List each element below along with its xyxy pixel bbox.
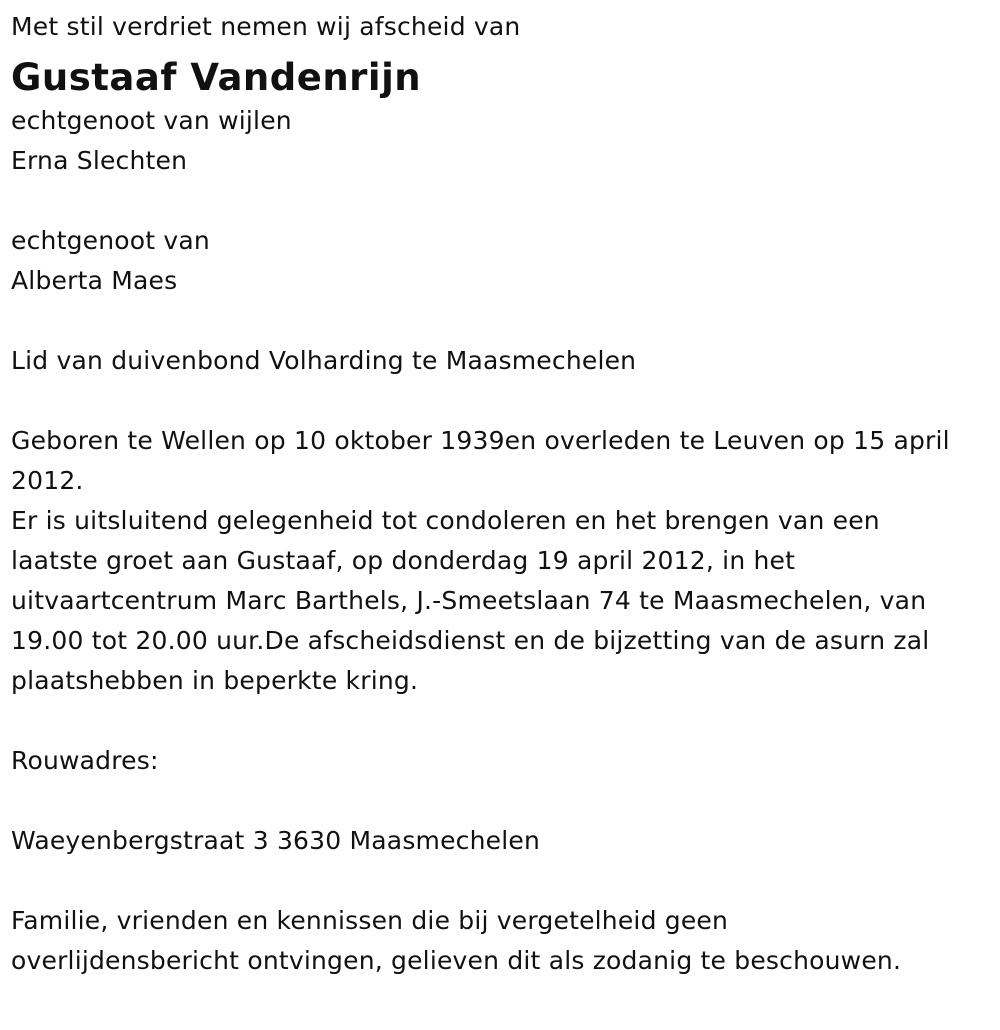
spacer <box>11 701 988 741</box>
address-label: Rouwadres: <box>11 746 159 775</box>
spouse-label: echtgenoot van <box>11 226 210 255</box>
membership-text: Lid van duivenbond Volharding te Maasmechelen <box>11 346 637 375</box>
condolence-line: Er is uitsluitend gelegenheid tot condoleren en het brengen van een <box>11 506 880 535</box>
condolence-line: uitvaartcentrum Marc Barthels, J.-Smeetslaan 74 te Maasmechelen, van <box>11 586 927 615</box>
spouse-name: Alberta Maes <box>11 266 178 295</box>
birth-death-line: 2012. <box>11 466 84 495</box>
spacer <box>11 861 988 901</box>
birth-death-paragraph <box>11 421 991 501</box>
spacer <box>11 181 988 221</box>
intro-text: Met stil verdriet nemen wij afscheid van <box>11 12 521 41</box>
deceased-name: Gustaaf Vandenrijn <box>11 56 422 99</box>
late-spouse-label: echtgenoot van wijlen <box>11 106 292 135</box>
late-spouse-name: Erna Slechten <box>11 146 188 175</box>
birth-death-line: Geboren te Wellen op 10 oktober 1939en overleden te Leuven op 15 april <box>11 426 950 455</box>
closing-line: overlijdensbericht ontvingen, gelieven dit als zodanig te beschouwen. <box>11 946 902 975</box>
closing-line: Familie, vrienden en kennissen die bij vergetelheid geen <box>11 906 729 935</box>
spacer <box>11 781 988 821</box>
closing-paragraph <box>11 901 991 981</box>
condolence-line: 19.00 tot 20.00 uur.De afscheidsdienst en de bijzetting van de asurn zal <box>11 626 930 655</box>
condolence-paragraph <box>11 501 991 701</box>
condolence-line: plaatshebben in beperkte kring. <box>11 666 419 695</box>
mourning-address: Waeyenbergstraat 3 3630 Maasmechelen <box>11 826 541 855</box>
condolence-line: laatste groet aan Gustaaf, op donderdag 19 april 2012, in het <box>11 546 796 575</box>
spacer <box>11 301 988 341</box>
spacer <box>11 381 988 421</box>
